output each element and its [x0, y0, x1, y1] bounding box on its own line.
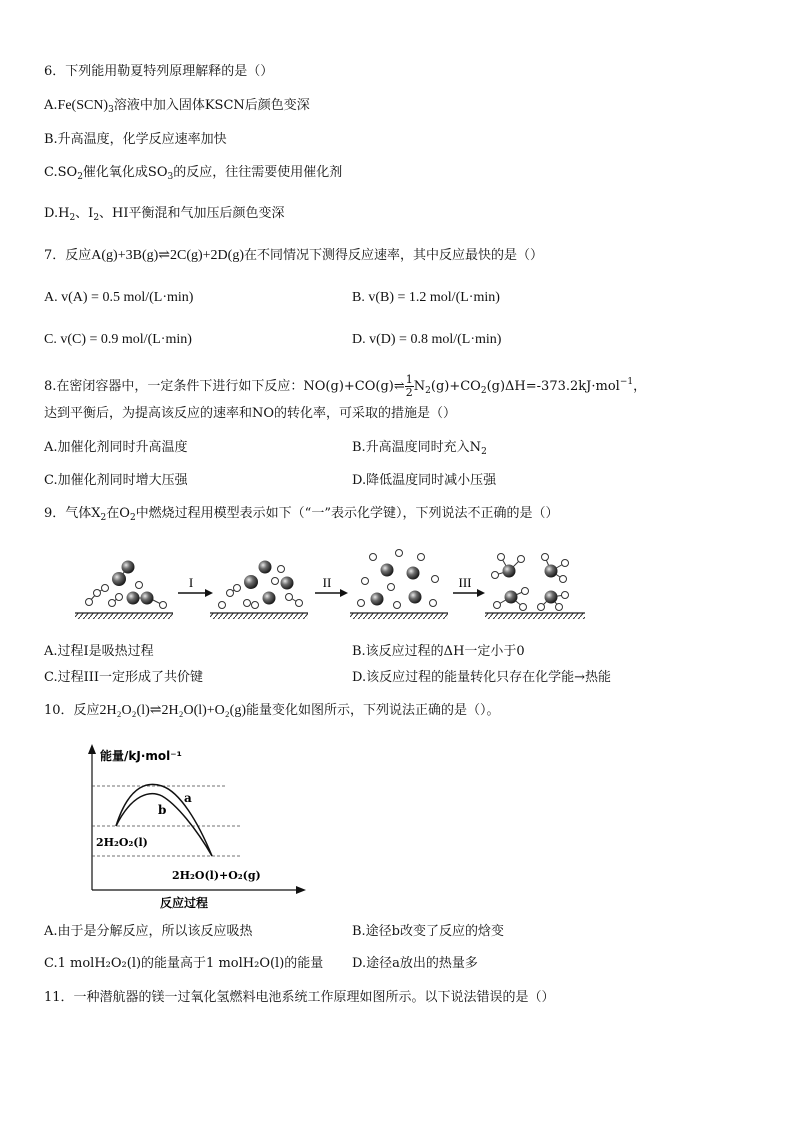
- q7-stem: 7．反应A(g)+3B(g)⇌2C(g)+2D(g)在不同情况下测得反应速率，其中反应最快的是（）: [44, 248, 544, 263]
- stage-1-molecules: [86, 561, 167, 609]
- curve-b-label: b: [158, 803, 167, 817]
- arrow-step-2: [315, 575, 348, 597]
- q9-option-a: A.过程Ⅰ是吸热过程: [44, 644, 154, 659]
- combustion-model-diagram: [75, 545, 615, 630]
- q10-stem: 10．反应2H₂O₂(l)⇌2H₂O(l)+O₂(g)能量变化如图所示，下列说法正确的是（）。: [44, 703, 500, 718]
- surface-4: [485, 613, 585, 619]
- q9-option-b: B.该反应过程的ΔH一定小于0: [352, 644, 525, 659]
- y-axis-label: 能量/kJ·mol⁻¹: [100, 749, 182, 763]
- q9-stem: 9．气体$X_2$在$O_2$中燃烧过程用模型表示如下（“一”表示化学键），下列说法不正确的是（）: [44, 506, 559, 523]
- q10-option-c: C.1 molH₂O₂(l)的能量高于1 molH₂O(l)的能量: [44, 956, 324, 971]
- step-label-1: I: [188, 575, 194, 590]
- energy-diagram: [80, 742, 310, 912]
- q7-option-b: B. v(B) = 1.2 mol/(L·min): [352, 290, 500, 305]
- step-label-2: II: [322, 575, 332, 590]
- reactant-label: 2H₂O₂(l): [96, 836, 148, 849]
- q8-option-c: C.加催化剂同时增大压强: [44, 473, 188, 488]
- q6-option-c: $C.SO_2$催化氧化成$SO_3$的反应，往往需要使用催化剂: [44, 165, 343, 182]
- q10-option-d: D.途径a放出的热量多: [352, 956, 478, 971]
- stage-3-atoms: [358, 550, 439, 609]
- x-axis-label: 反应过程: [160, 896, 209, 910]
- curve-a-label: a: [184, 791, 192, 805]
- q7-option-a: A. v(A) = 0.5 mol/(L·min): [44, 290, 194, 305]
- q8-option-d: D.降低温度同时减小压强: [352, 473, 497, 488]
- stage-2-molecules: [219, 561, 303, 609]
- surface-2: [210, 613, 308, 619]
- q8-stem-line2: 达到平衡后，为提高该反应的速率和NO的转化率，可采取的措施是（）: [44, 406, 457, 421]
- q8-stem: 8.在密闭容器中，一定条件下进行如下反应：NO(g)+CO(g)⇌ $\frac{1}{2}$ $N_2(g)+CO_2(g)\Delta H=-373.2kJ\cdot mol^{-1}$，: [44, 373, 647, 399]
- surface-3: [350, 613, 448, 619]
- q8-option-a: A.加催化剂同时升高温度: [44, 440, 188, 455]
- q10-option-b: B.途径b改变了反应的焓变: [352, 924, 505, 939]
- arrow-step-3: [453, 575, 485, 597]
- q8-option-b: B.升高温度同时充入$N_2$: [352, 440, 487, 457]
- fraction-one-half: $\frac{1}{2}$: [405, 373, 413, 399]
- q11-stem: 11．一种潜航器的镁一过氧化氢燃料电池系统工作原理如图所示。以下说法错误的是（）: [44, 990, 555, 1005]
- q9-option-d: D.该反应过程的能量转化只存在化学能→热能: [352, 670, 611, 685]
- q6-stem: 6．下列能用勒夏特列原理解释的是（）: [44, 64, 274, 79]
- q10-option-a: A.由于是分解反应，所以该反应吸热: [44, 924, 253, 939]
- step-label-3: III: [458, 575, 472, 590]
- arrow-step-1: [178, 575, 213, 597]
- surface-1: [75, 613, 173, 619]
- q6-option-a: $A.Fe(SCN)_3$溶液中加入固体KSCN后颜色变深: [44, 98, 310, 115]
- q6-option-b: B.升高温度，化学反应速率加快: [44, 132, 227, 147]
- q9-option-c: C.过程III一定形成了共价键: [44, 670, 204, 685]
- q6-option-d: $D.H_2$、$I_2$、HI平衡混和气加压后颜色变深: [44, 206, 285, 223]
- stage-4-molecules: [492, 554, 569, 611]
- product-label: 2H₂O(l)+O₂(g): [172, 869, 261, 882]
- q7-option-c: C. v(C) = 0.9 mol/(L·min): [44, 332, 192, 347]
- q7-option-d: D. v(D) = 0.8 mol/(L·min): [352, 332, 502, 347]
